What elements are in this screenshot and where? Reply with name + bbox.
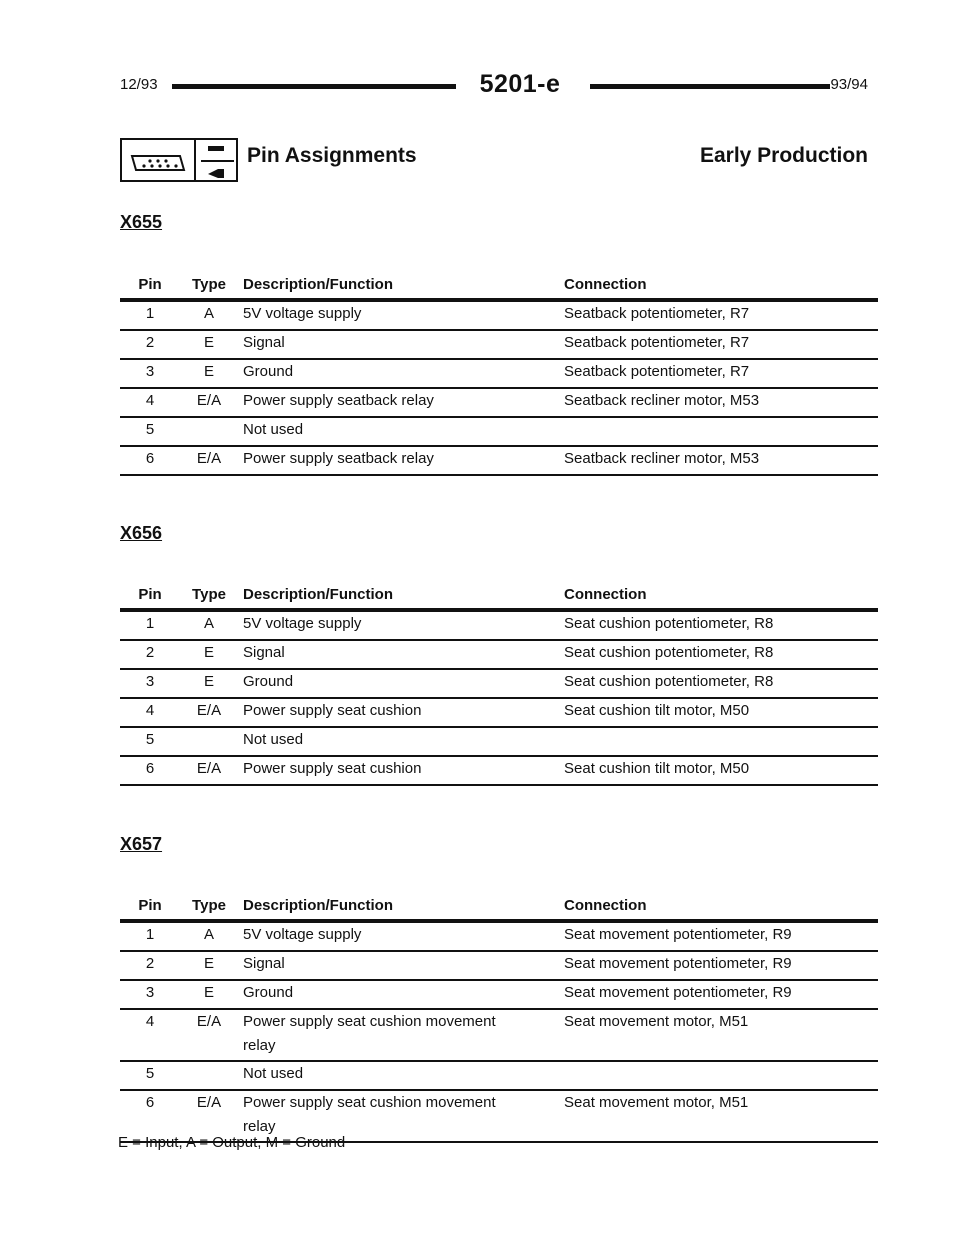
col-pin: Pin [138,586,162,603]
pin-cell: 5 [145,1065,155,1082]
type-cell: E [203,644,214,661]
connector-title-x655: X655 [120,212,163,232]
type-cell: A [203,615,214,632]
pin-cell: 6 [145,450,155,467]
table-row [120,641,878,670]
description-cell: Power supply seat cushion movement relay [243,1013,496,1054]
col-type: Type [192,586,226,603]
connector-title-x657: X657 [120,834,163,854]
col-description: Description/Function [243,276,393,293]
pin-cell: 3 [145,984,155,1001]
description-cell: 5V voltage supply [243,926,362,943]
table-row [120,612,878,641]
type-cell: E/A [196,760,222,777]
pin-cell: 3 [145,363,155,380]
type-cell: E/A [196,450,222,467]
connection-cell: Seat movement potentiometer, R9 [564,984,792,1001]
header-right-date: 93/94 [830,76,868,93]
type-cell: E [203,955,214,972]
pin-cell: 1 [145,615,155,632]
description-cell: Ground [243,363,294,380]
description-cell: Power supply seat cushion movement relay [243,1094,496,1135]
connection-cell: Seatback recliner motor, M53 [564,392,760,409]
section-icon-box [120,138,238,182]
section-title: Pin Assignments [247,144,417,167]
table-row [120,952,878,981]
table-row [120,728,878,757]
connection-cell: Seat cushion tilt motor, M50 [564,760,750,777]
col-pin: Pin [138,276,162,293]
description-cell: Not used [243,731,304,748]
pin-cell: 6 [145,760,155,777]
description-cell: Signal [243,955,285,972]
pin-insert-icon [196,140,238,180]
col-type: Type [192,897,226,914]
table-header [120,584,878,612]
table-row [120,418,878,447]
connection-cell: Seat cushion potentiometer, R8 [564,673,774,690]
table-row [120,1062,878,1091]
description-cell: Ground [243,673,294,690]
type-cell: E [203,334,214,351]
production-label: Early Production [699,144,868,167]
description-cell: Power supply seatback relay [243,392,434,409]
description-cell: 5V voltage supply [243,305,362,322]
table-row [120,360,878,389]
pin-table-x655 [120,274,878,476]
header-rule-right [590,84,830,89]
pin-cell: 2 [145,955,155,972]
section-heading [120,138,868,186]
type-cell: E/A [196,1094,222,1111]
connection-cell: Seat movement potentiometer, R9 [564,955,792,972]
description-cell: Signal [243,644,285,661]
col-pin: Pin [138,897,162,914]
description-cell: Power supply seat cushion [243,760,422,777]
pin-cell: 2 [145,334,155,351]
type-cell: E/A [196,702,222,719]
pin-cell: 4 [145,392,155,409]
pin-cell: 1 [145,926,155,943]
description-cell: Not used [243,421,304,438]
pin-cell: 4 [145,1013,155,1030]
type-cell: E/A [196,1013,222,1030]
type-legend: E = Input, A = Output, M = Ground [118,1134,346,1151]
connection-cell: Seat cushion potentiometer, R8 [564,644,774,661]
type-cell: A [203,305,214,322]
pin-cell: 1 [145,305,155,322]
description-cell: Ground [243,984,294,1001]
type-cell: E [203,673,214,690]
table-row [120,757,878,786]
connection-cell: Seat movement motor, M51 [564,1013,749,1030]
pin-cell: 6 [145,1094,155,1111]
type-cell: E/A [196,392,222,409]
pin-cell: 3 [145,673,155,690]
col-connection: Connection [564,586,647,603]
table-row [120,670,878,699]
col-description: Description/Function [243,586,393,603]
table-row [120,447,878,476]
col-connection: Connection [564,276,647,293]
table-header [120,274,878,302]
pin-table-x656 [120,584,878,786]
description-cell: 5V voltage supply [243,615,362,632]
connection-cell: Seat movement potentiometer, R9 [564,926,792,943]
page-title: 5201-e [479,70,561,98]
connection-cell: Seatback recliner motor, M53 [564,450,760,467]
pin-cell: 2 [145,644,155,661]
col-description: Description/Function [243,897,393,914]
connector-icon [122,140,192,180]
description-cell: Not used [243,1065,304,1082]
table-row [120,699,878,728]
connection-cell: Seatback potentiometer, R7 [564,305,750,322]
pin-cell: 5 [145,731,155,748]
table-row [120,1010,878,1062]
page-header [120,70,868,100]
description-cell: Power supply seat cushion [243,702,422,719]
type-cell: A [203,926,214,943]
connection-cell: Seat cushion tilt motor, M50 [564,702,750,719]
connector-title-x656: X656 [120,523,163,543]
pin-table-x657 [120,895,878,1143]
table-row [120,389,878,418]
header-rule-left [172,84,456,89]
table-header [120,895,878,923]
connection-cell: Seat movement motor, M51 [564,1094,749,1111]
type-cell: E [203,984,214,1001]
connection-cell: Seatback potentiometer, R7 [564,334,750,351]
pin-cell: 5 [145,421,155,438]
description-cell: Power supply seatback relay [243,450,434,467]
description-cell: Signal [243,334,285,351]
type-cell: E [203,363,214,380]
connection-cell: Seatback potentiometer, R7 [564,363,750,380]
table-row [120,331,878,360]
col-type: Type [192,276,226,293]
table-row [120,981,878,1010]
table-row [120,302,878,331]
pin-cell: 4 [145,702,155,719]
connection-cell: Seat cushion potentiometer, R8 [564,615,774,632]
table-row [120,923,878,952]
header-left-date: 12/93 [120,76,158,93]
col-connection: Connection [564,897,647,914]
